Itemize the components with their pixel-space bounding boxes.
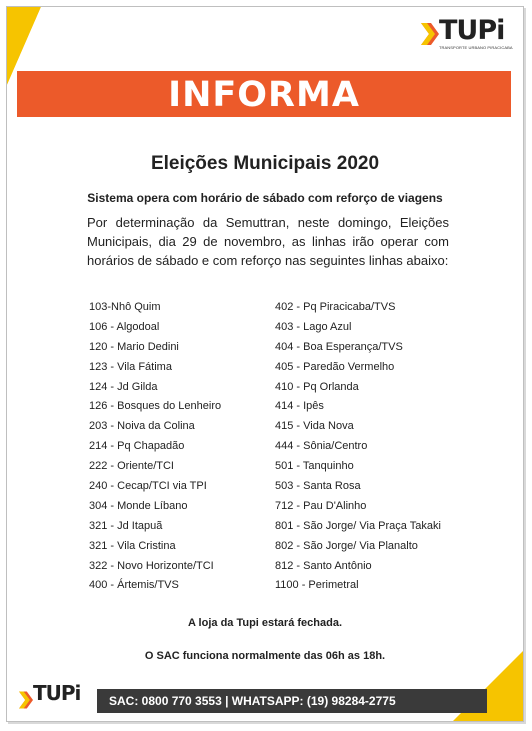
bus-line-item: 802 - São Jorge/ Via Planalto — [275, 539, 418, 552]
footer-contact-text: SAC: 0800 770 3553 | WHATSAPP: (19) 98284-2775 — [109, 694, 396, 708]
bus-line-item: 322 - Novo Horizonte/TCI — [89, 559, 214, 572]
bus-line-item: 103-Nhô Quim — [89, 301, 161, 313]
footer-logo — [17, 683, 97, 713]
bus-line-item: 240 - Cecap/TCI via TPI — [89, 480, 207, 493]
bus-line-item: 321 - Vila Cristina — [89, 539, 176, 552]
bus-line-item: 203 - Noiva da Colina — [89, 420, 195, 433]
page-subtitle: Sistema opera com horário de sábado com reforço de viagens — [87, 191, 443, 205]
store-closed-note: A loja da Tupi estará fechada. — [187, 617, 343, 629]
bus-line-item: 444 - Sônia/Centro — [275, 440, 368, 453]
bus-line-item: 106 - Algodoal — [89, 320, 160, 333]
bus-line-item: 812 - Santo Antônio — [275, 559, 372, 572]
bus-line-item: 410 - Pq Orlanda — [275, 380, 359, 393]
bus-line-item: 801 - São Jorge/ Via Praça Takaki — [275, 519, 441, 532]
bus-line-item: 403 - Lago Azul — [275, 320, 352, 333]
bus-line-item: 124 - Jd Gilda — [89, 380, 158, 393]
bus-line-item: 503 - Santa Rosa — [275, 480, 361, 493]
bus-line-item: 1100 - Perimetral — [275, 579, 359, 592]
page-title: Eleições Municipais 2020 — [150, 153, 380, 174]
bus-lines-left-column — [89, 298, 221, 596]
tupi-logo — [421, 15, 511, 55]
bus-line-item: 321 - Jd Itapuã — [89, 519, 163, 532]
bus-line-item: 123 - Vila Fátima — [89, 360, 172, 373]
bus-line-item: 712 - Pau D'Alinho — [275, 499, 367, 512]
bus-line-item: 501 - Tanquinho — [275, 460, 354, 473]
flyer-page — [6, 6, 524, 722]
bus-line-item: 415 - Vida Nova — [275, 420, 354, 433]
announcement-paragraph: Por determinação da Semuttran, neste domingo, Eleições Municipais, dia 29 de novembro, as linhas irão operar com horários de sábado e com reforço nas seguintes linhas abaixo: — [87, 215, 449, 268]
bus-line-item: 120 - Mario Dedini — [89, 340, 179, 353]
bus-line-item: 222 - Oriente/TCI — [89, 460, 174, 473]
logo-arrow-icon — [421, 23, 439, 45]
bus-line-item: 214 - Pq Chapadão — [89, 440, 185, 453]
bus-line-item: 405 - Paredão Vermelho — [275, 360, 395, 373]
logo-tagline: TRANSPORTE URBANO PIRACICABA — [439, 45, 513, 50]
footer-bar — [17, 681, 487, 713]
footer-logo-arrow-icon — [19, 691, 33, 709]
bus-lines-right-column — [275, 298, 441, 596]
footer-logo-wordmark: TUPi — [33, 681, 81, 705]
bus-line-item: 304 - Monde Líbano — [89, 499, 188, 512]
bus-line-item: 402 - Pq Piracicaba/TVS — [275, 301, 396, 313]
bus-line-item: 126 - Bosques do Lenheiro — [89, 400, 222, 413]
bus-line-item: 400 - Ártemis/TVS — [89, 579, 179, 592]
bus-line-item: 414 - Ipês — [275, 400, 324, 413]
logo-wordmark: TUPi — [439, 15, 505, 46]
sac-hours-note: O SAC funciona normalmente das 06h as 18h. — [144, 650, 386, 662]
bus-line-item: 404 - Boa Esperança/TVS — [275, 340, 403, 353]
informa-banner: INFORMA — [17, 71, 511, 117]
